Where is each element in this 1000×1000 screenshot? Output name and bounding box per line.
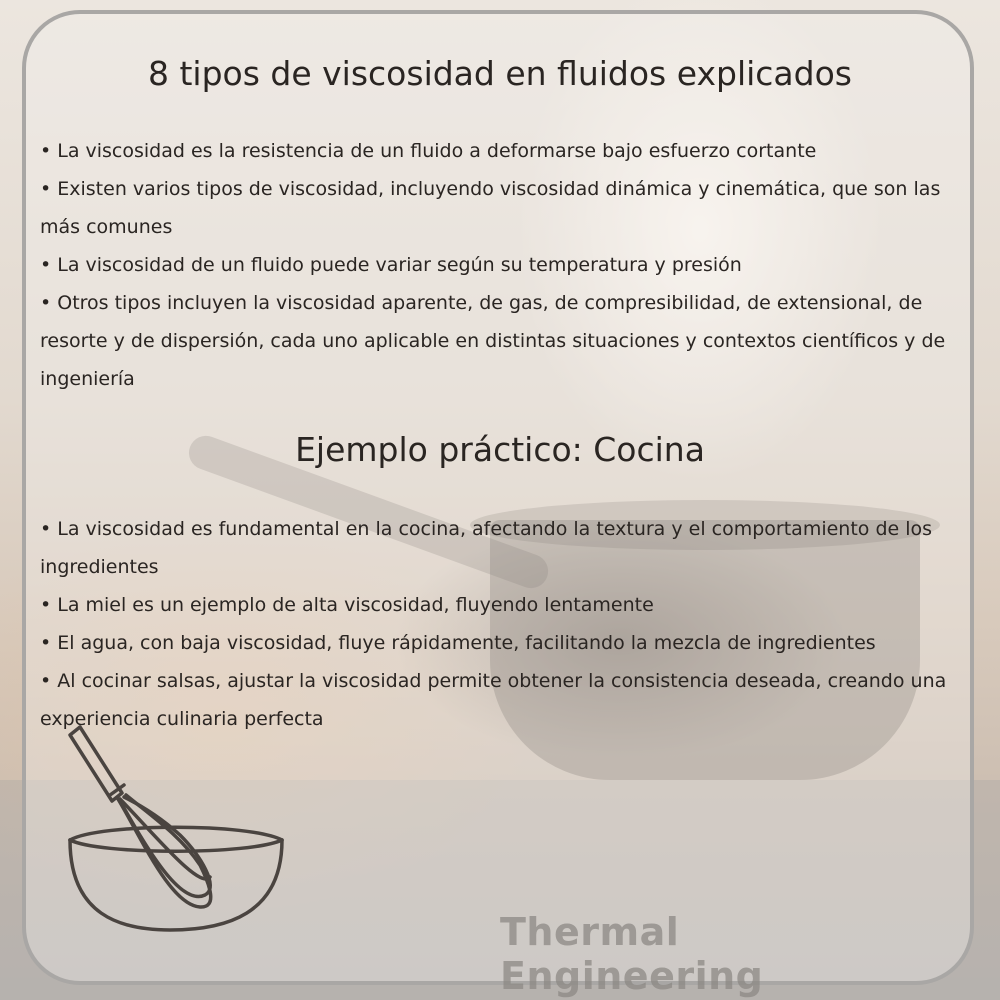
section-heading: Ejemplo práctico: Cocina <box>295 430 705 469</box>
brand-watermark: Thermal Engineering <box>500 910 764 998</box>
list-item: • Al cocinar salsas, ajustar la viscosidad permite obtener la consistencia deseada, creando una experiencia culinaria perfecta <box>40 670 947 730</box>
list-item: • La viscosidad de un fluido puede variar según su temperatura y presión <box>40 254 742 276</box>
list-item: • El agua, con baja viscosidad, fluye rápidamente, facilitando la mezcla de ingredientes <box>40 632 876 654</box>
whisk-bowl-icon <box>60 715 290 945</box>
page-title: 8 tipos de viscosidad en fluidos explicados <box>148 54 852 93</box>
example-list <box>40 510 962 738</box>
list-item: • Otros tipos incluyen la viscosidad aparente, de gas, de compresibilidad, de extensional, de resorte y de dispersión, cada uno aplicable en distintas situaciones y contextos científicos y de ingeniería <box>40 292 946 390</box>
list-item: • La viscosidad es la resistencia de un fluido a deformarse bajo esfuerzo cortante <box>40 140 817 162</box>
intro-list <box>40 132 962 398</box>
list-item: • La miel es un ejemplo de alta viscosidad, fluyendo lentamente <box>40 594 654 616</box>
list-item: • Existen varios tipos de viscosidad, incluyendo viscosidad dinámica y cinemática, que son las más comunes <box>40 178 941 238</box>
list-item: • La viscosidad es fundamental en la cocina, afectando la textura y el comportamiento de los ingredientes <box>40 518 933 578</box>
